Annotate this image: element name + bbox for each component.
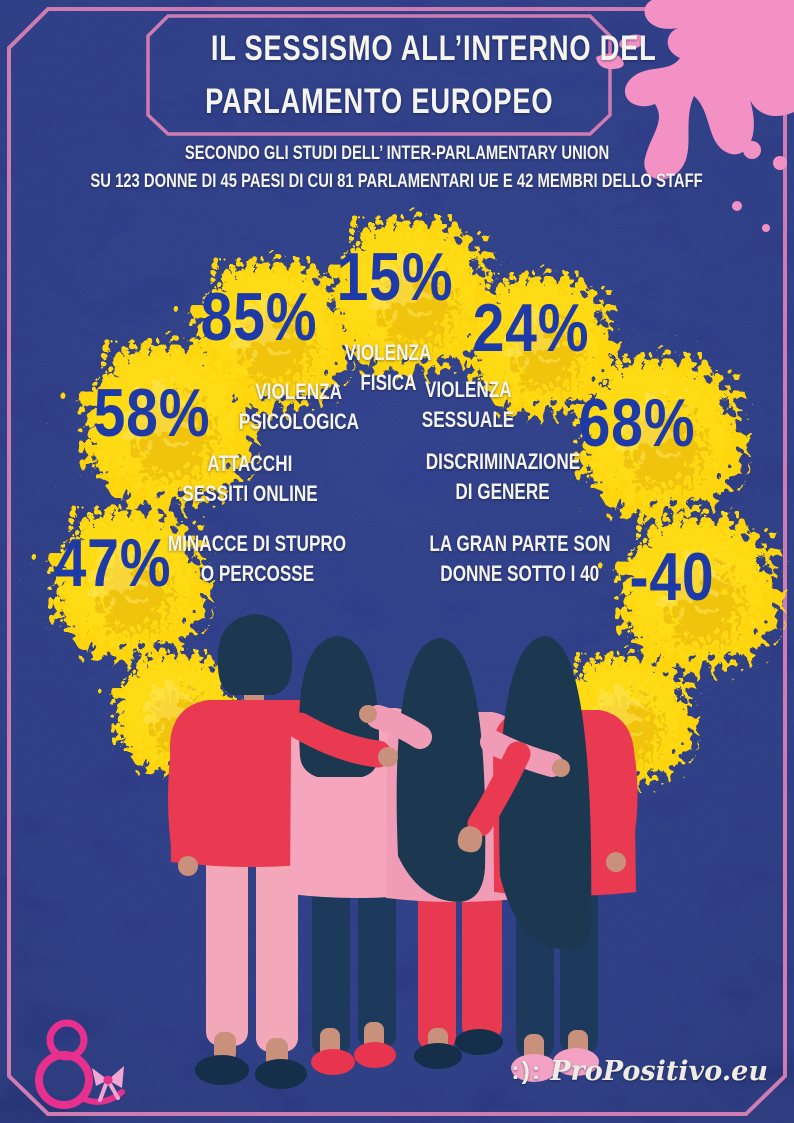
stat-value-discriminazione: 68%: [578, 385, 696, 461]
stat-value-violenza-psicologica: 85%: [200, 279, 318, 355]
subtitle-line-2: SU 123 DONNE DI 45 PAESI DI CUI 81 PARLAMENTARI UE E 42 MEMBRI DELLO STAFF: [90, 171, 704, 192]
stat-label-violenza-fisica: VIOLENZA FISICA: [344, 340, 432, 395]
woman4-left-arm: [618, 752, 624, 848]
stat-value-sotto-40: -40: [629, 539, 715, 615]
stat-label-attacchi-online: ATTACCHI SESSITI ONLINE: [182, 451, 318, 506]
stat-label-sotto-40: LA GRAN PARTE SON DONNE SOTTO I 40: [429, 531, 611, 586]
woman1-left-arm: [182, 742, 186, 852]
stat-label-discriminazione: DISCRIMINAZIONE DI GENERE: [425, 449, 581, 504]
stat-value-violenza-sessuale: 24%: [472, 290, 590, 366]
stat-label-violenza-psicologica: VIOLENZA PSICOLOGICA: [238, 379, 360, 434]
footer-brand: [511, 1056, 768, 1087]
brand-name: ProPositivo.eu: [550, 1056, 768, 1087]
stat-label-minacce: MINACCE DI STUPRO O PERCOSSE: [167, 531, 347, 586]
title-line-1: IL SESSISMO ALL’INTERNO DEL: [210, 29, 657, 68]
stat-value-violenza-fisica: 15%: [336, 239, 454, 315]
stat-value-attacchi-online: 58%: [93, 375, 211, 451]
page-title: [148, 22, 657, 128]
stat-value-minacce: 47%: [54, 525, 172, 601]
stat-label-violenza-sessuale: VIOLENZA SESSUALE: [421, 377, 515, 432]
smiley-logo-icon: :):: [511, 1057, 543, 1085]
title-line-2: PARLAMENTO EUROPEO: [204, 82, 554, 121]
subtitle-line-1: SECONDO GLI STUDI DELL’ INTER-PARLAMENTARY UNION: [184, 143, 610, 164]
